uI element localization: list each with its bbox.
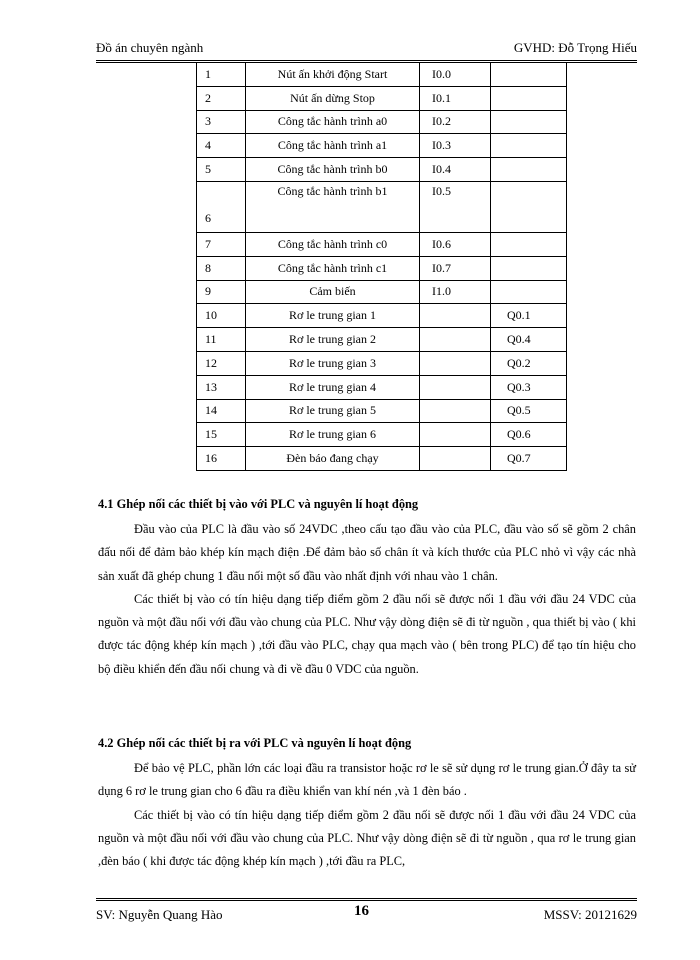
table-row: [197, 351, 567, 375]
output-address: [491, 181, 567, 232]
device-name: Công tắc hành trình b1: [246, 181, 420, 232]
section-4-2-title: 4.2 Ghép nối các thiết bị ra với PLC và nguyên lí hoạt động: [98, 736, 412, 750]
device-name: Nút ấn dừng Stop: [246, 86, 420, 110]
output-address: Q0.2: [491, 351, 567, 375]
input-address: I0.3: [420, 134, 491, 158]
section-4-1-paragraph-2: Các thiết bị vào có tín hiệu dạng tiếp điểm gồm 2 đầu nối sẽ được nối 1 đầu với đầu 24 VDC của nguồn và một đầu nối với đầu vào chung của PLC. Như vậy dòng điện sẽ đi từ nguồn , qua thiết bị vào ( khi được tác động khép kín mạch ) ,tới đầu vào PLC, chạy qua mạch vào ( bên trong PLC) để tạo tín hiệu cho bộ điều khiển đến đầu nối chung và đi về đầu 0 VDC của nguồn.: [98, 591, 636, 676]
output-address: Q0.6: [491, 423, 567, 447]
device-name: Công tắc hành trình b0: [246, 158, 420, 182]
device-name: Đèn báo đang chạy: [246, 447, 420, 471]
table-row: [197, 304, 567, 328]
io-table: [196, 62, 567, 471]
device-name: Công tắc hành trình a0: [246, 110, 420, 134]
row-number: 2: [197, 86, 246, 110]
row-number: 9: [197, 280, 246, 304]
row-number: 6: [197, 181, 246, 232]
row-number: 14: [197, 399, 246, 423]
input-address: I0.5: [420, 181, 491, 232]
output-address: Q0.7: [491, 447, 567, 471]
table-row: [197, 86, 567, 110]
output-address: Q0.4: [491, 328, 567, 352]
input-address: [420, 351, 491, 375]
section-4-2-paragraph-2: Các thiết bị vào có tín hiệu dạng tiếp điểm gồm 2 đầu nối sẽ được nối 1 đầu với đầu 24 VDC của nguồn và một đầu nối với đầu vào chung của PLC. Như vậy dòng điện sẽ đi từ nguồn , qua rơ le trung gian ,đèn báo ( khi được tác động khép kín mạch ) ,tới đầu ra PLC,: [98, 807, 636, 869]
table-row: [197, 280, 567, 304]
row-number: 7: [197, 232, 246, 256]
input-address: I0.6: [420, 232, 491, 256]
output-address: [491, 256, 567, 280]
table-row: [197, 110, 567, 134]
row-number: 13: [197, 375, 246, 399]
page-number: 16: [354, 903, 369, 919]
table-row: [197, 447, 567, 471]
row-number: 16: [197, 447, 246, 471]
output-address: [491, 280, 567, 304]
input-address: I0.0: [420, 63, 491, 87]
input-address: I0.1: [420, 86, 491, 110]
footer-student: SV: Nguyễn Quang Hào: [96, 907, 223, 922]
section-4-1-title: 4.1 Ghép nối các thiết bị vào với PLC và nguyên lí hoạt động: [98, 497, 419, 511]
input-address: [420, 423, 491, 447]
device-name: Rơ le trung gian 2: [246, 328, 420, 352]
input-address: I1.0: [420, 280, 491, 304]
section-4-1-paragraph-1: Đầu vào của PLC là đầu vào số 24VDC ,theo cấu tạo đầu vào của PLC, đầu vào số sẽ gồm 2 chân đấu nối để đảm bảo khép kín mạch điện .Để đảm bảo số chân ít và kích thước của PLC nhỏ vì vậy các nhà sản xuất đã ghép chung 1 đầu nối một số đầu vào nhất định với nhau vào 1 chân.: [98, 522, 636, 583]
output-address: Q0.1: [491, 304, 567, 328]
table-row: [197, 328, 567, 352]
table-row: [197, 399, 567, 423]
output-address: [491, 110, 567, 134]
device-name: Công tắc hành trình c0: [246, 232, 420, 256]
output-address: [491, 232, 567, 256]
output-address: [491, 86, 567, 110]
device-name: Rơ le trung gian 5: [246, 399, 420, 423]
output-address: [491, 158, 567, 182]
table-row: [197, 158, 567, 182]
input-address: I0.7: [420, 256, 491, 280]
input-address: [420, 328, 491, 352]
input-address: [420, 375, 491, 399]
device-name: Công tắc hành trình c1: [246, 256, 420, 280]
table-row: [197, 181, 567, 232]
output-address: [491, 63, 567, 87]
table-row: [197, 134, 567, 158]
input-address: [420, 304, 491, 328]
row-number: 12: [197, 351, 246, 375]
output-address: Q0.5: [491, 399, 567, 423]
input-address: I0.2: [420, 110, 491, 134]
output-address: Q0.3: [491, 375, 567, 399]
device-name: Rơ le trung gian 1: [246, 304, 420, 328]
device-name: Cảm biến: [246, 280, 420, 304]
section-4-2-paragraph-1: Để bảo vệ PLC, phần lớn các loại đầu ra transistor hoặc rơ le sẽ sử dụng rơ le trung gian.Ở đây ta sử dụng 6 rơ le trung gian cho 6 đầu ra điều khiển van khí nén ,và 1 đèn báo .: [98, 761, 636, 799]
page-header: [96, 38, 637, 63]
row-number: 15: [197, 423, 246, 447]
row-number: 8: [197, 256, 246, 280]
table-row: [197, 375, 567, 399]
row-number: 11: [197, 328, 246, 352]
row-number: 3: [197, 110, 246, 134]
device-name: Công tắc hành trình a1: [246, 134, 420, 158]
table-row: [197, 256, 567, 280]
header-right: GVHD: Đỗ Trọng Hiếu: [513, 40, 637, 55]
input-address: [420, 399, 491, 423]
output-address: [491, 134, 567, 158]
page-footer: [96, 898, 637, 927]
header-left: Đồ án chuyên ngành: [96, 40, 204, 55]
device-name: Rơ le trung gian 3: [246, 351, 420, 375]
table-row: [197, 63, 567, 87]
device-name: Nút ấn khởi động Start: [246, 63, 420, 87]
table-row: [197, 232, 567, 256]
table-row: [197, 423, 567, 447]
input-address: I0.4: [420, 158, 491, 182]
row-number: 5: [197, 158, 246, 182]
row-number: 10: [197, 304, 246, 328]
input-address: [420, 447, 491, 471]
device-name: Rơ le trung gian 6: [246, 423, 420, 447]
section-4-2: [98, 736, 636, 873]
row-number: 1: [197, 63, 246, 87]
section-4-1: [98, 497, 636, 681]
row-number: 4: [197, 134, 246, 158]
device-name: Rơ le trung gian 4: [246, 375, 420, 399]
footer-student-id: MSSV: 20121629: [543, 907, 637, 922]
